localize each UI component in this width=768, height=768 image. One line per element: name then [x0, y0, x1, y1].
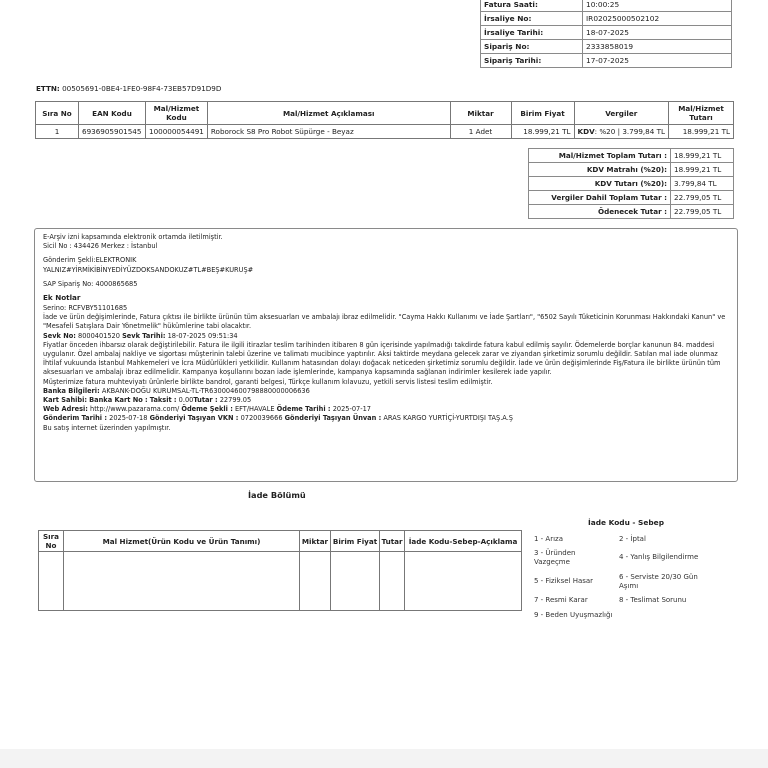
vergi-label: KDV	[577, 127, 595, 136]
return-cell[interactable]	[39, 552, 64, 611]
meta-row	[481, 54, 732, 68]
col-header: Mal/Hizmet Açıklaması	[207, 102, 450, 125]
return-codes-title: İade Kodu - Sebep	[588, 518, 664, 527]
kart-label: Kart Sahibi:	[43, 396, 88, 405]
col-header: Miktar	[450, 102, 511, 125]
note-line: SAP Sipariş No: 4000865685	[43, 279, 138, 288]
note-banka-line	[43, 387, 729, 396]
cell-birim: 18.999,21 TL	[511, 125, 574, 139]
meta-value: 10:00:25	[583, 0, 732, 12]
note-serino: Serino: RCFVBY51101685	[43, 304, 128, 313]
vkn-value: 0720039666	[240, 414, 283, 423]
meta-row	[481, 12, 732, 26]
sevk-no-label: Sevk No:	[43, 331, 76, 340]
sevk-tarihi-label: Sevk Tarihi:	[122, 331, 166, 340]
note-paragraph: İade ve ürün değişimlerinde, Fatura çıktısı ile birlikte ürünün tüm aksesuarları ve ambalajı ibraz edilmelidir. "Cayma Hakkı Kullanımı ve İade Şartları", "6502 Sayılı Tüketicinin Korunması Hakkındaki Kanun" ve "Mesafeli Satışlara Dair Yönetmelik" hükümlerine tabi olacaktır.	[43, 313, 726, 331]
col-header: Miktar	[300, 531, 331, 552]
web-value: http://www.pazarama.com/	[90, 405, 180, 414]
col-header: Mal/Hizmet Tutarı	[669, 102, 734, 125]
gonderim-label: Gönderim Tarihi :	[43, 414, 108, 423]
total-row	[529, 149, 734, 163]
note-paragraph: Müşterimize fatura muhteviyatı ürünlerle birlikte bandrol, garanti belgesi, Türkçe kullanım kılavuzu, yetkili servis listesi teslim edilmiştir.	[43, 377, 493, 386]
meta-key: Fatura Saati:	[481, 0, 583, 12]
note-sevk-line	[43, 332, 729, 341]
return-code: 9 - Beden Uyuşmazlığı	[534, 611, 613, 619]
ettn-line	[36, 84, 221, 93]
total-row	[529, 205, 734, 219]
items-header-row	[36, 102, 734, 125]
return-cell[interactable]	[380, 552, 405, 611]
return-empty-row	[39, 552, 522, 611]
note-line: E-Arşiv izni kapsamında elektronik ortamda iletilmiştir.	[43, 233, 223, 241]
col-header: Tutar	[380, 531, 405, 552]
cell-kod: 100000054491	[146, 125, 208, 139]
gonderim-value: 2025-07-18	[109, 414, 148, 423]
taksit-value: 0.00	[178, 396, 194, 405]
total-key: KDV Matrahı (%20):	[529, 163, 671, 177]
return-code: 6 - Serviste 20/30 Gün Aşımı	[619, 573, 698, 590]
total-key: Ödenecek Tutar :	[529, 205, 671, 219]
total-row	[529, 163, 734, 177]
meta-value: 18-07-2025	[583, 26, 732, 40]
total-value: 22.799,05 TL	[671, 205, 734, 219]
odeme-tarihi-label: Ödeme Tarihi :	[276, 405, 331, 414]
col-header: Birim Fiyat	[331, 531, 380, 552]
banka-value: AKBANK-DOĞU KURUMSAL-TL-TR630004600798880000006636	[101, 386, 310, 395]
cell-miktar: 1 Adet	[450, 125, 511, 139]
note-paragraph: Fiyatlar önceden ihbarsız olarak değiştirilebilir. Fatura ile ilgili itirazlar teslim tarihinden itibaren 8 gün içerisinde yapılmadığı takdirde fatura kabul edilmiş sayılır. Ödemelerde borçlar kanunun 84. maddesi uygulanır. Özel ambalaj nakliye ve sigortası müşterinin talebi üzerine ve talimatı mucibince yaptırılır. Aksi taktirde meydana gelecek zarar ve ziyandan şirketimiz sorumlu değildir. Satılan mal iade olunmaz İhtilaf vukuunda İstanbul Mahkemeleri ve İcra Müdürlükleri yetkilidir. Kullanım hatasından dolayı doğacak neticeden şirketimiz sorumlu değildir. İade ve ürün değişimlerinde Fiş/Fatura ile birlikte ürünün tüm aksesuarları ve ambalajı ibraz edilmelidir. Kampanya koşullarını bozan iade işlemlerinde, kampanya kapsamında sağlanan indirimler kesilerek iade yapılır.	[43, 340, 721, 377]
cell-aciklama: Roborock S8 Pro Robot Süpürge - Beyaz	[207, 125, 450, 139]
note-kart-line	[43, 396, 729, 405]
ettn-label: ETTN:	[36, 84, 60, 93]
unvan-label: Gönderiyi Taşıyan Ünvan :	[284, 414, 382, 423]
tutar-label: Tutar :	[193, 396, 218, 405]
total-row	[529, 191, 734, 205]
cell-tutar: 18.999,21 TL	[669, 125, 734, 139]
return-code: 8 - Teslimat Sorunu	[619, 596, 687, 604]
col-header: Sıra No	[36, 102, 79, 125]
meta-row	[481, 40, 732, 54]
cell-ean: 6936905901545	[79, 125, 146, 139]
vergi-value: : %20 | 3.799,84 TL	[594, 127, 665, 136]
meta-key: İrsaliye Tarihi:	[481, 26, 583, 40]
tutar-value: 22799.05	[219, 396, 252, 405]
col-header: Mal/Hizmet Kodu	[146, 102, 208, 125]
total-key: Vergiler Dahil Toplam Tutar :	[529, 191, 671, 205]
odeme-value: EFT/HAVALE	[234, 405, 275, 414]
cell-vergi	[574, 125, 668, 139]
return-code: 5 - Fiziksel Hasar	[534, 577, 594, 585]
sevk-tarihi: 18-07-2025 09:51:34	[167, 331, 238, 340]
total-value: 18.999,21 TL	[671, 163, 734, 177]
banka-label: Banka Bilgileri:	[43, 386, 100, 395]
total-value: 18.999,21 TL	[671, 149, 734, 163]
return-cell[interactable]	[331, 552, 380, 611]
return-code: 2 - İptal	[619, 535, 646, 543]
vkn-label: Gönderiyi Taşıyan VKN :	[149, 414, 239, 423]
totals-table	[528, 148, 734, 219]
return-section-title: İade Bölümü	[248, 490, 306, 500]
web-label: Web Adresi:	[43, 405, 88, 414]
col-header: EAN Kodu	[79, 102, 146, 125]
meta-key: Sipariş No:	[481, 40, 583, 54]
page-footer-strip	[0, 749, 768, 768]
unvan-value: ARAS KARGO YURTİÇİ-YURTDIŞI TAŞ.A.Ş	[383, 414, 513, 423]
col-header: İade Kodu-Sebep-Açıklama	[405, 531, 522, 552]
return-cell[interactable]	[405, 552, 522, 611]
note-line: Bu satış internet üzerinden yapılmıştır.	[43, 423, 171, 432]
odeme-tarihi-value: 2025-07-17	[332, 405, 372, 414]
total-key: KDV Tutarı (%20):	[529, 177, 671, 191]
col-header: Birim Fiyat	[511, 102, 574, 125]
col-header: Mal Hizmet(Ürün Kodu ve Ürün Tanımı)	[64, 531, 300, 552]
return-cell[interactable]	[64, 552, 300, 611]
return-cell[interactable]	[300, 552, 331, 611]
meta-row	[481, 26, 732, 40]
col-header: Vergiler	[574, 102, 668, 125]
return-header-row	[39, 531, 522, 552]
meta-value: 17-07-2025	[583, 54, 732, 68]
note-line: YALNIZ#YİRMİKİBİNYEDİYÜZDOKSANDOKUZ#TL#BEŞ#KURUŞ#	[43, 265, 254, 274]
total-key: Mal/Hizmet Toplam Tutarı :	[529, 149, 671, 163]
return-code: 4 - Yanlış Bilgilendirme	[619, 553, 699, 561]
note-line: Sicil No : 434426 Merkez : İstanbul	[43, 242, 158, 251]
ettn-value: 00505691-0BE4-1FE0-98F4-73EB57D91D9D	[62, 84, 222, 93]
note-line: Gönderim Şekli:ELEKTRONIK	[43, 256, 137, 265]
meta-key: İrsaliye No:	[481, 12, 583, 26]
table-row	[36, 125, 734, 139]
odeme-label: Ödeme Şekli :	[181, 405, 233, 414]
total-value: 22.799,05 TL	[671, 191, 734, 205]
return-table	[38, 530, 522, 611]
cell-sira: 1	[36, 125, 79, 139]
total-row	[529, 177, 734, 191]
notes-box	[34, 228, 738, 482]
meta-key: Sipariş Tarihi:	[481, 54, 583, 68]
kart-no-label: Banka Kart No :	[89, 396, 148, 405]
meta-row	[481, 0, 732, 12]
note-gonderim-line	[43, 414, 729, 423]
meta-value: IR02025000502102	[583, 12, 732, 26]
taksit-label: Taksit :	[149, 396, 177, 405]
notes-heading: Ek Notlar	[43, 293, 81, 303]
sevk-no: 8000401520	[78, 331, 120, 340]
return-code: 3 - Üründen Vazgeçme	[534, 549, 576, 566]
meta-value: 2333858019	[583, 40, 732, 54]
total-value: 3.799,84 TL	[671, 177, 734, 191]
return-code: 1 - Arıza	[534, 535, 564, 543]
invoice-meta-table	[480, 0, 732, 68]
col-header: Sıra No	[39, 531, 64, 552]
invoice-items-table	[35, 101, 734, 139]
return-code: 7 - Resmi Karar	[534, 596, 588, 604]
